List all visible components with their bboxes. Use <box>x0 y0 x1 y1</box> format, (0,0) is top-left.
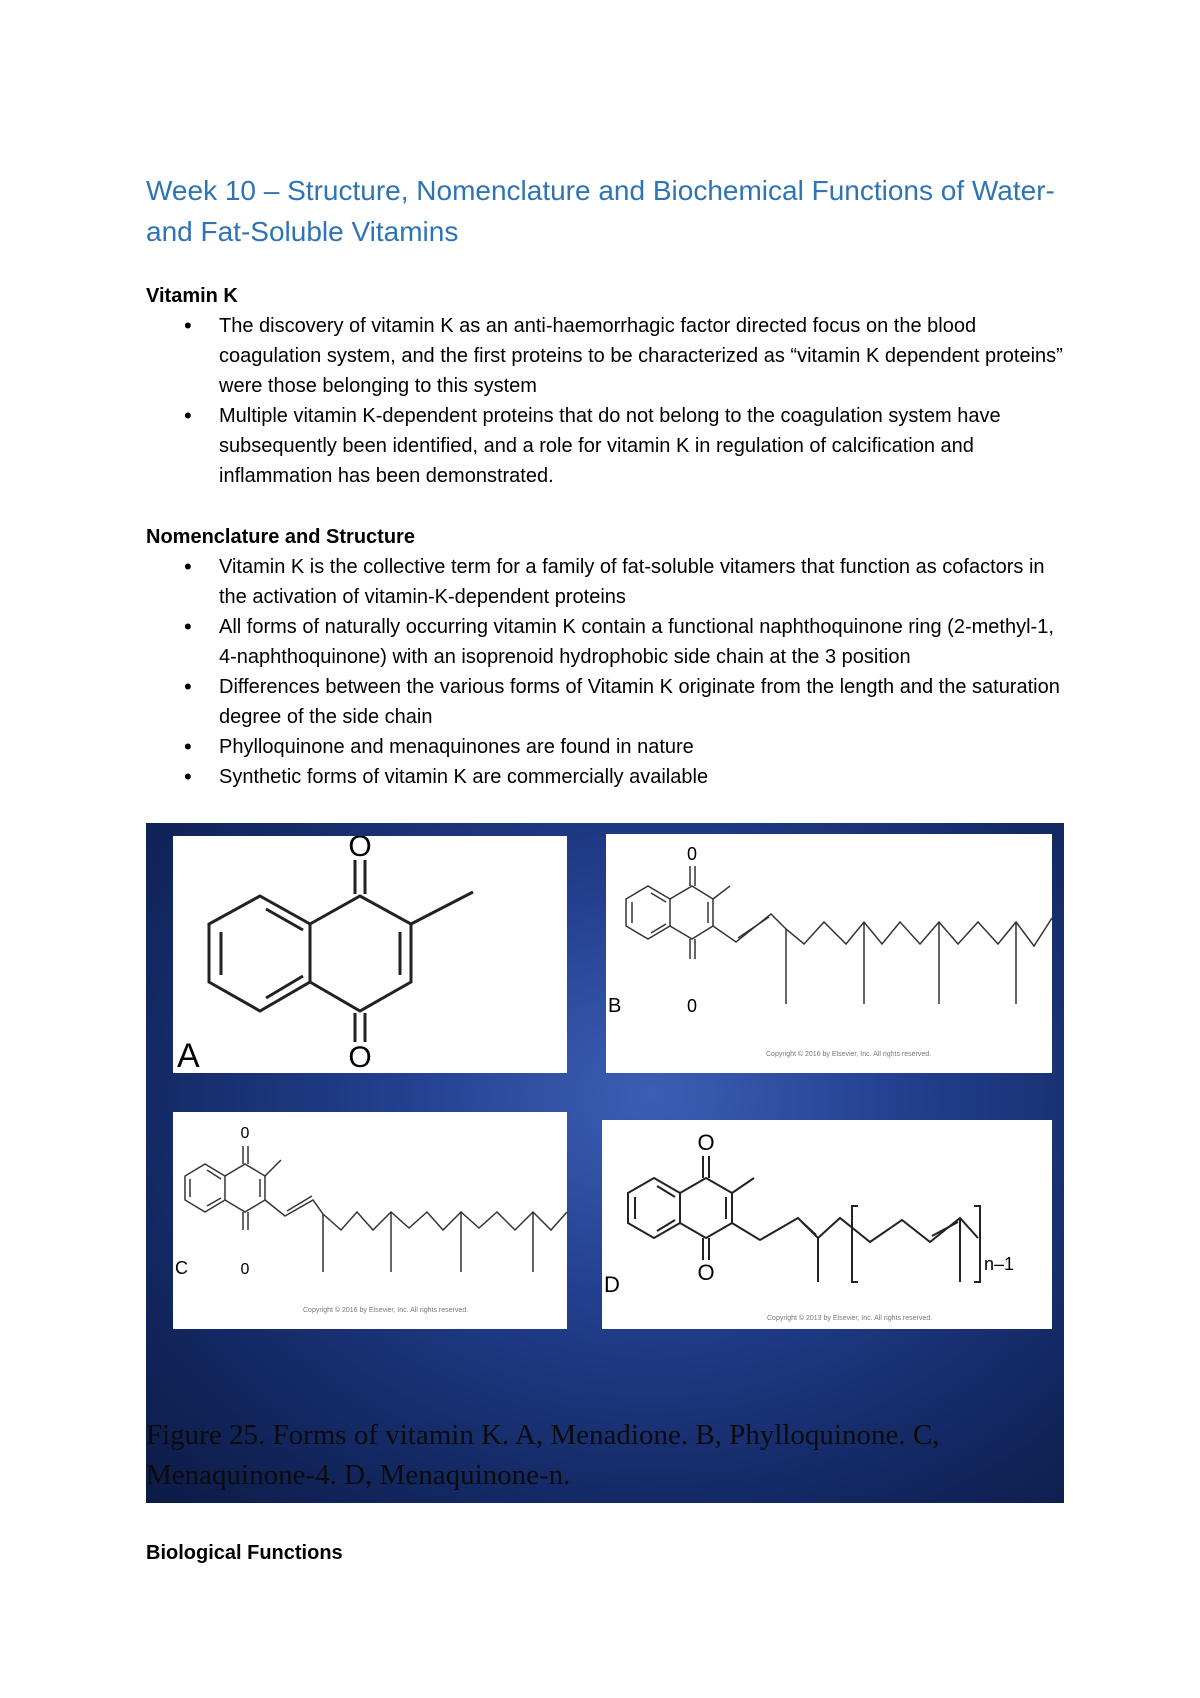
heading-nomenclature-structure: Nomenclature and Structure <box>146 526 415 548</box>
copyright-notice: Copyright © 2016 by Elsevier, Inc. All rights reserved. <box>766 1051 932 1058</box>
figure-panel-b <box>606 834 1052 1073</box>
phylloquinone-structure <box>606 834 1052 1073</box>
oxygen-label: O <box>697 1130 715 1155</box>
panel-letter-b: B <box>608 995 622 1017</box>
figure-panel-c <box>173 1112 567 1329</box>
oxygen-label: 0 <box>240 1261 250 1278</box>
list-item: • Multiple vitamin K-dependent proteins that do not belong to the coagulation system have subsequently been identified, and a role for vitamin K in regulation of calcification and inflammation has been demonstrated. <box>146 401 1066 491</box>
list-item: • Vitamin K is the collective term for a family of fat-soluble vitamers that function as cofactors in the activation of vitamin-K-dependent proteins <box>146 552 1066 612</box>
nomenclature-bullet-list <box>146 552 1066 792</box>
oxygen-label: O <box>348 1041 372 1073</box>
oxygen-label: 0 <box>240 1125 250 1142</box>
copyright-notice: Copyright © 2016 by Elsevier, Inc. All rights reserved. <box>303 1307 469 1314</box>
figure-caption: Figure 25. Forms of vitamin K. A, Menadione. B, Phylloquinone. C, Menaquinone-4. D, Menaquinone-n. <box>146 1419 940 1491</box>
list-item: • The discovery of vitamin K as an anti-haemorrhagic factor directed focus on the blood coagulation system, and the first proteins to be characterized as “vitamin K dependent proteins” were those belonging to this system <box>146 311 1066 401</box>
heading-biological-functions: Biological Functions <box>146 1542 343 1564</box>
oxygen-label: O <box>697 1260 715 1285</box>
vitamin-k-forms-figure <box>146 823 1064 1503</box>
copyright-notice: Copyright © 2013 by Elsevier, Inc. All rights reserved. <box>767 1315 933 1322</box>
subscript-label: n–1 <box>984 1254 1015 1274</box>
vitamin-k-bullet-list <box>146 311 1066 491</box>
oxygen-label: 0 <box>686 844 698 864</box>
panel-letter-d: D <box>604 1272 620 1297</box>
figure-panel-d <box>602 1120 1052 1329</box>
list-item: • Phylloquinone and menaquinones are found in nature <box>146 732 1066 762</box>
oxygen-label: 0 <box>686 996 698 1016</box>
menadione-structure <box>173 836 567 1073</box>
heading-vitamin-k: Vitamin K <box>146 285 238 307</box>
list-item: • All forms of naturally occurring vitamin K contain a functional naphthoquinone ring (2-methyl-1, 4-naphthoquinone) with an isoprenoid hydrophobic side chain at the 3 position <box>146 612 1066 672</box>
menaquinone-n-structure <box>602 1120 1052 1329</box>
list-item: • Differences between the various forms of Vitamin K originate from the length and the saturation degree of the side chain <box>146 672 1066 732</box>
oxygen-label: O <box>348 836 372 863</box>
page-title: Week 10 – Structure, Nomenclature and Biochemical Functions of Water- and Fat-Soluble Vitamins <box>146 175 1055 247</box>
figure-panel-a <box>173 836 567 1073</box>
panel-letter-a: A <box>177 1037 200 1073</box>
list-item: • Synthetic forms of vitamin K are commercially available <box>146 762 1066 792</box>
menaquinone-4-structure <box>173 1112 567 1329</box>
panel-letter-c: C <box>175 1258 188 1278</box>
